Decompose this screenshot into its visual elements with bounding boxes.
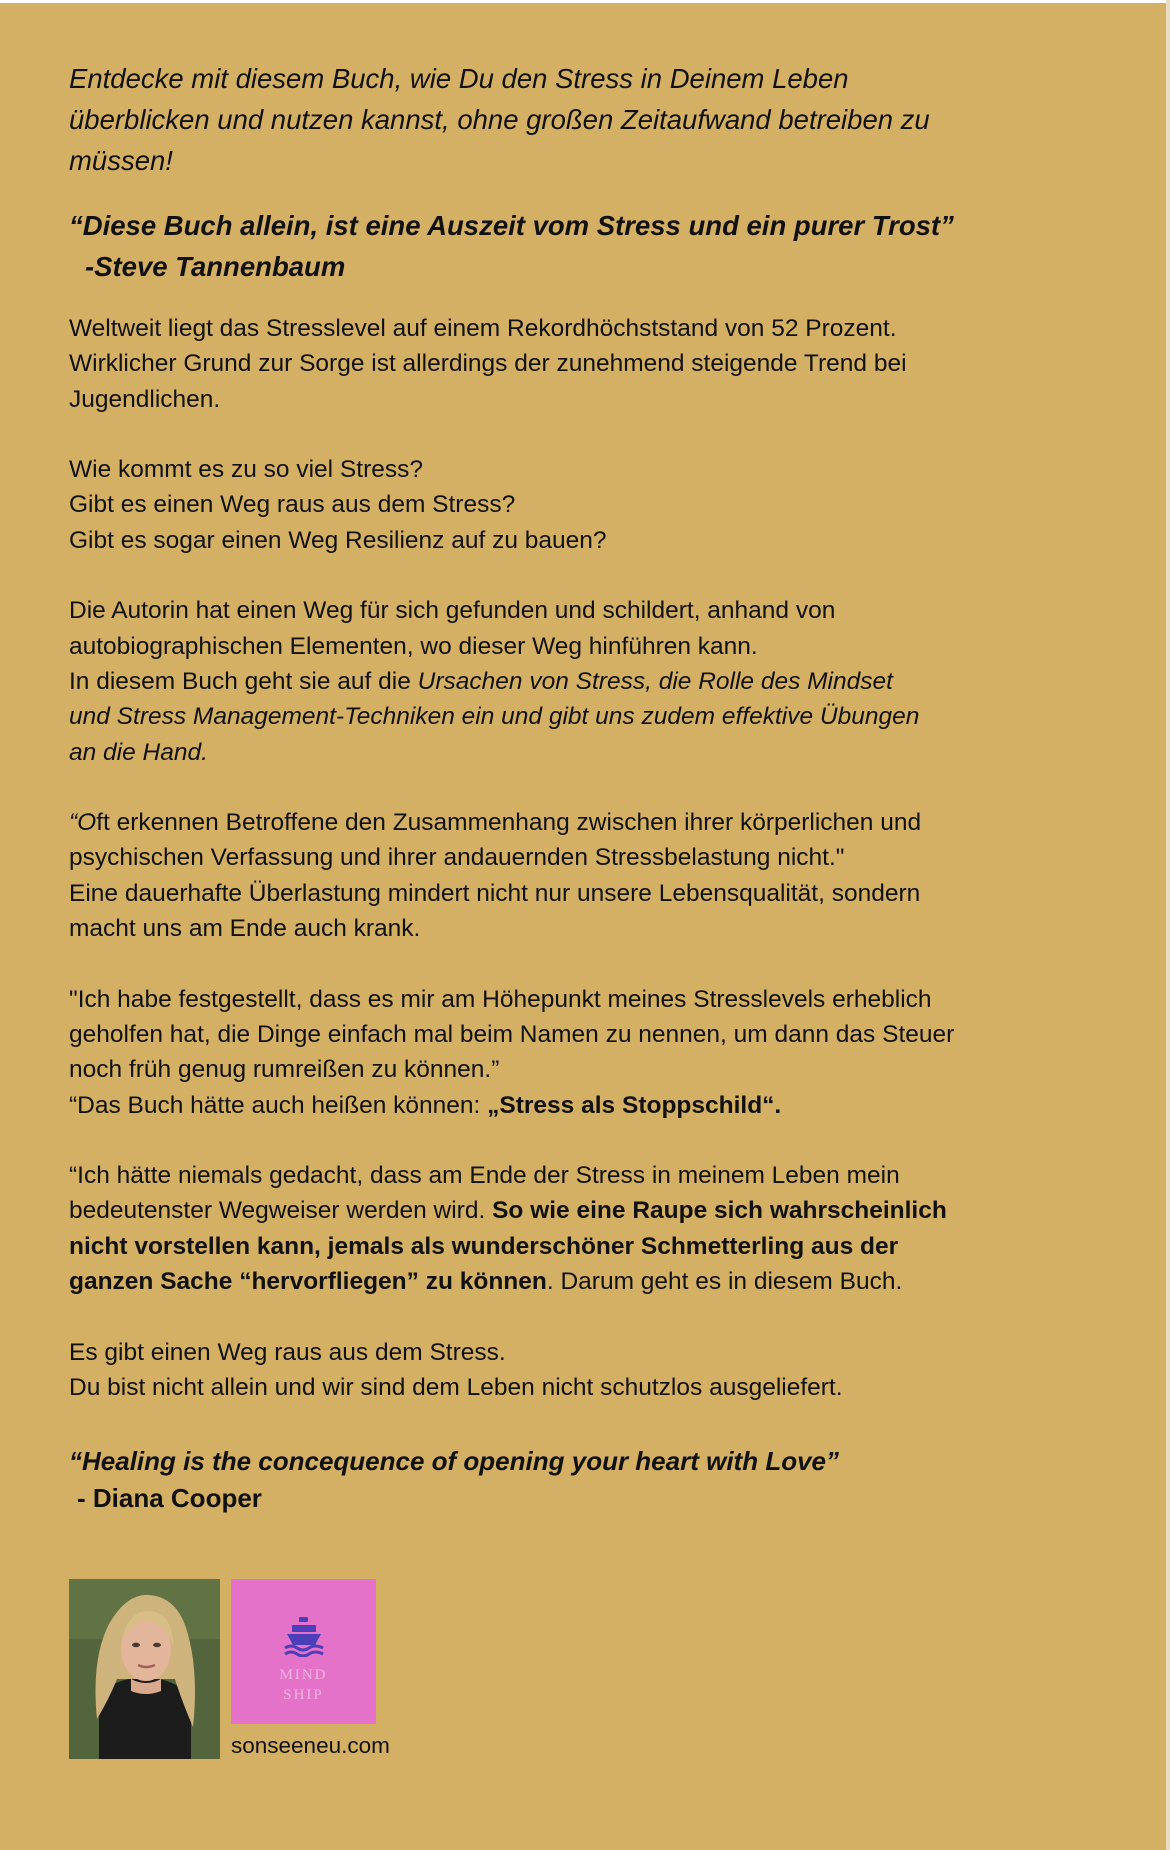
text-line: Eine dauerhafte Überlastung mindert nicht nur unsere Lebensqualität, sondern [69, 879, 921, 907]
text-line: Du bist nicht allein und wir sind dem Leben nicht schutzlos ausgeliefert. [69, 1373, 843, 1401]
text-line [69, 1193, 1029, 1228]
text-line: Weltweit liegt das Stresslevel auf einem Rekordhöchststand von 52 Prozent. [69, 315, 897, 342]
text-line: Jugendlichen. [69, 385, 221, 413]
intro-line: Entdecke mit diesem Buch, wie Du den Stress in Deinem Leben [69, 63, 849, 94]
text-line: Gibt es sogar einen Weg Resilienz auf zu bauen? [69, 526, 607, 554]
text-line: Gibt es einen Weg raus aus dem Stress? [69, 491, 516, 519]
paragraph-experience [69, 982, 1029, 1123]
right-edge [1166, 0, 1170, 1850]
text-segment-bold: „Stress als Stoppschild“. [487, 1091, 782, 1119]
mindship-logo [231, 1579, 376, 1724]
logo-text-mind: MIND [279, 1667, 328, 1683]
text-line: “Ich hätte niemals gedacht, dass am Ende der Stress in meinem Leben mein [69, 1162, 900, 1190]
intro-line: überblicken und nutzen kannst, ohne großen Zeitaufwand betreiben zu [69, 104, 930, 135]
closing-quote-author: - Diana Cooper [77, 1483, 262, 1514]
text-line: noch früh genug rumreißen zu können.” [69, 1056, 500, 1084]
text-segment: “Das Buch hätte auch heißen können: [69, 1091, 488, 1119]
text-segment: In diesem Buch geht sie auf die [69, 667, 418, 695]
text-line [69, 1264, 1029, 1299]
paragraph-questions [69, 452, 1029, 558]
text-segment-italic: “O [69, 809, 97, 837]
logo-text-ship: SHIP [283, 1687, 324, 1703]
text-line: Die Autorin hat einen Weg für sich gefunden und schildert, anhand von [69, 597, 836, 625]
text-line: geholfen hat, die Dinge einfach mal beim Namen zu nennen, um dann das Steuer [69, 1020, 955, 1048]
paragraph-butterfly [69, 1158, 1029, 1299]
author-photo-illustration [69, 1579, 220, 1759]
intro-text [69, 58, 1029, 181]
paragraph-overload [69, 805, 1029, 946]
closing-quote: “Healing is the concequence of opening your heart with Love” [69, 1446, 839, 1477]
text-segment-italic: Ursachen von Stress, die Rolle des Mindset [417, 667, 893, 695]
top-edge [0, 0, 1170, 3]
text-segment: bedeutenster Wegweiser werden wird. [69, 1197, 493, 1225]
author-photo [69, 1579, 220, 1759]
featured-quote-author: -Steve Tannenbaum [85, 251, 346, 282]
text-line: nicht vorstellen kann, jemals als wunderschöner Schmetterling aus der [69, 1232, 899, 1260]
text-segment-bold: ganzen Sache “hervorfliegen” zu können [69, 1268, 547, 1296]
featured-quote-text: “Diese Buch allein, ist eine Auszeit vom Stress und ein purer Trost” [69, 210, 954, 241]
text-segment-bold: So wie eine Raupe sich wahrscheinlich [492, 1197, 947, 1225]
featured-quote [69, 205, 1029, 287]
ship-icon [283, 1615, 325, 1657]
text-line [69, 664, 1029, 699]
website-url: sonseeneu.com [231, 1733, 390, 1758]
text-segment: ft erkennen Betroffene den Zusammenhang zwischen ihrer körperlichen und [96, 809, 922, 837]
paragraph-statistics [69, 311, 1029, 417]
text-line: Es gibt einen Weg raus aus dem Stress. [69, 1338, 506, 1366]
paragraph-author-intro [69, 593, 1029, 769]
intro-line: müssen! [69, 145, 173, 176]
back-cover-text [69, 58, 1029, 1517]
text-line: psychischen Verfassung und ihrer andauernden Stressbelastung nicht." [69, 844, 845, 872]
text-line: an die Hand. [69, 738, 208, 766]
paragraph-conclusion [69, 1335, 1029, 1406]
text-line: Wie kommt es zu so viel Stress? [69, 456, 423, 484]
text-line: Wirklicher Grund zur Sorge ist allerdings der zunehmend steigende Trend bei [69, 350, 907, 378]
text-line [69, 1088, 1029, 1123]
text-line [69, 805, 1029, 840]
text-segment: . Darum geht es in diesem Buch. [546, 1268, 903, 1296]
text-line: und Stress Management-Techniken ein und gibt uns zudem effektive Übungen [69, 703, 920, 731]
text-line: autobiographischen Elementen, wo dieser Weg hinführen kann. [69, 632, 758, 660]
text-line: macht uns am Ende auch krank. [69, 915, 421, 943]
text-line: "Ich habe festgestellt, dass es mir am Höhepunkt meines Stresslevels erheblich [69, 985, 932, 1013]
